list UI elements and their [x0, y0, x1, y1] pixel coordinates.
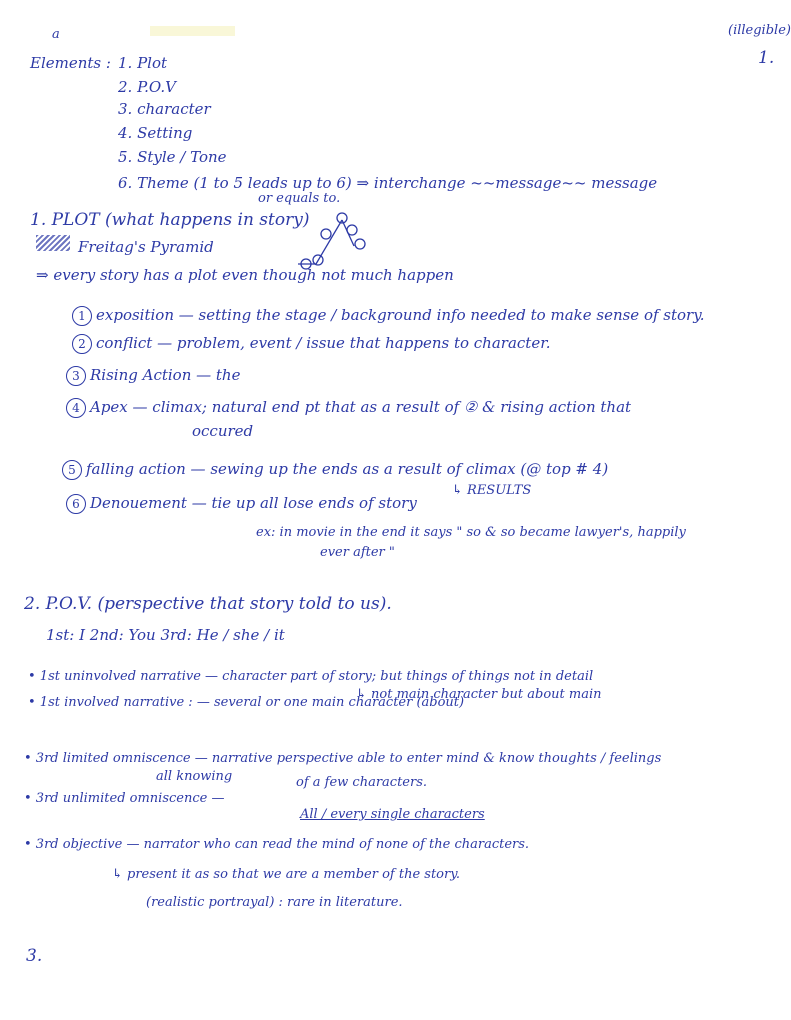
pov-line: • 3rd objective — narrator who can read the mind of none of the characters. [24, 837, 530, 852]
step-number: 5 [62, 460, 82, 480]
step-text: falling action — sewing up the ends as a result of climax (@ top # 4) [86, 460, 609, 478]
step-continuation: ↳ RESULTS [452, 483, 532, 498]
pov-line: • 3rd unlimited omniscence — [24, 791, 225, 806]
header-top-left: a [52, 27, 60, 42]
step-text: Denouement — tie up all lose ends of story [90, 494, 417, 512]
element-item: 5. Style / Tone [118, 148, 227, 166]
freytag-pyramid-diagram [292, 208, 372, 272]
plot-step [66, 366, 240, 386]
element-item: 4. Setting [118, 124, 193, 142]
plot-step [62, 460, 608, 480]
pov-line: ↳ present it as so that we are a member of the story. [112, 867, 460, 882]
plot-step [72, 334, 550, 354]
elements-label: Elements : [30, 54, 111, 72]
plot-step [72, 306, 704, 326]
pov-line: • 1st involved narrative : — several or one main character (about) [28, 695, 465, 710]
pov-line: of a few characters. [296, 775, 428, 790]
pov-line: all knowing [156, 769, 233, 784]
pov-persons: 1st: I 2nd: You 3rd: He / she / it [46, 626, 285, 644]
step-number: 1 [72, 306, 92, 326]
plot-note: ⇒ every story has a plot even though not much happen [36, 266, 454, 284]
element-item: 1. Plot [118, 54, 168, 72]
plot-heading: 1. PLOT (what happens in story) [30, 210, 310, 230]
step-number: 2 [72, 334, 92, 354]
step-number: 4 [66, 398, 86, 418]
pov-line: ↳ not main character but about main [356, 687, 602, 702]
pov-heading: 2. P.O.V. (perspective that story told to us). [24, 594, 392, 614]
plot-step [66, 398, 631, 418]
step-text: exposition — setting the stage / background info needed to make sense of story. [96, 306, 705, 324]
pov-line: • 1st uninvolved narrative — character part of story; but things of things not in detail [28, 669, 594, 684]
step-continuation: occured [192, 422, 254, 440]
pyramid-label: Freitag's Pyramid [78, 238, 214, 256]
element-item: 3. character [118, 100, 211, 118]
step-number: 6 [66, 494, 86, 514]
page-mark: 3. [26, 946, 43, 966]
step-text: conflict — problem, event / issue that happens to character. [96, 334, 551, 352]
plot-step [66, 494, 417, 514]
step-continuation: ex: in movie in the end it says " so & so became lawyer's, happily [256, 525, 686, 540]
element-item: 6. Theme (1 to 5 leads up to 6) ⇒ interchange ~~message~~ message [118, 174, 658, 192]
step-text: Apex — climax; natural end pt that as a result of ② & rising action that [90, 398, 632, 416]
highlighter-mark [150, 26, 235, 36]
page-number: 1. [758, 48, 775, 68]
scribble-mark [36, 235, 70, 251]
step-text: Rising Action — the [90, 366, 241, 384]
pov-line: (realistic portrayal) : rare in literature. [146, 895, 403, 910]
pov-line: All / every single characters [300, 807, 485, 822]
element-item: 2. P.O.V [118, 78, 176, 96]
pov-line: • 3rd limited omniscence — narrative perspective able to enter mind & know thoughts / feelings [24, 751, 662, 766]
step-number: 3 [66, 366, 86, 386]
header-top-right: (illegible) [728, 23, 791, 38]
step-continuation: ever after " [320, 545, 395, 560]
theme-note: or equals to. [258, 191, 341, 206]
